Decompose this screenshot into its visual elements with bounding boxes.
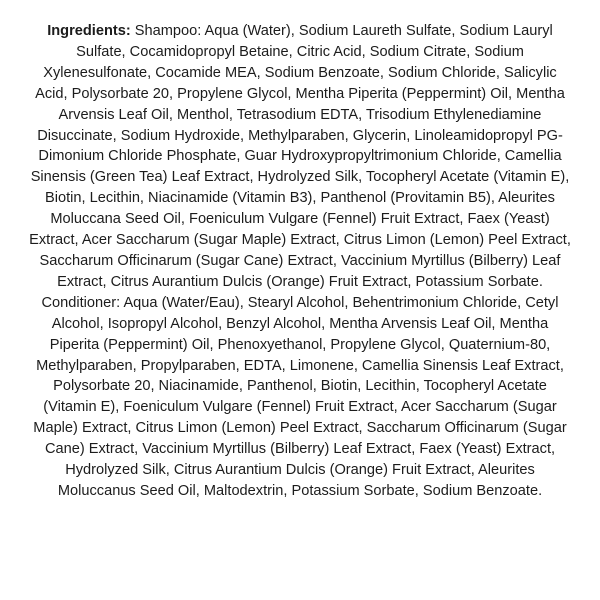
conditioner-paragraph <box>28 293 572 502</box>
shampoo-paragraph <box>28 21 572 293</box>
ingredients-label: Ingredients: <box>47 23 131 39</box>
shampoo-ingredients-text: Shampoo: Aqua (Water), Sodium Laureth Sulfate, Sodium Lauryl Sulfate, Cocamidopropyl Betaine, Citric Acid, Sodium Citrate, Sodium Xylenesulfonate, Cocamide MEA, Sodium Benzoate, Sodium Chloride, Salicylic Acid, Polysorbate 20, Propylene Glycol, Mentha Piperita (Peppermint) Oil, Mentha Arvensis Leaf Oil, Menthol, Tetrasodium EDTA, Trisodium Ethylenediamine Disuccinate, Sodium Hydroxide, Methylparaben, Glycerin, Linoleamidopropyl PG-Dimonium Chloride Phosphate, Guar Hydroxypropyltrimonium Chloride, Camellia Sinensis (Green Tea) Leaf Extract, Hydrolyzed Silk, Tocopheryl Acetate (Vitamin E), Biotin, Lecithin, Niacinamide (Vitamin B3), Panthenol (Provitamin B5), Aleurites Moluccana Seed Oil, Foeniculum Vulgare (Fennel) Fruit Extract, Faex (Yeast) Extract, Acer Saccharum (Sugar Maple) Extract, Citrus Limon (Lemon) Peel Extract, Saccharum Officinarum (Sugar Cane) Extract, Vaccinium Myrtillus (Bilberry) Leaf Extract, Citrus Aurantium Dulcis (Orange) Fruit Extract, Potassium Sorbate. <box>29 23 571 290</box>
conditioner-ingredients-text: Conditioner: Aqua (Water/Eau), Stearyl Alcohol, Behentrimonium Chloride, Cetyl Alcohol, Isopropyl Alcohol, Benzyl Alcohol, Mentha Arvensis Leaf Oil, Mentha Piperita (Peppermint) Oil, Phenoxyethanol, Propylene Glycol, Quaternium-80, Methylparaben, Propylparaben, EDTA, Limonene, Camellia Sinensis Leaf Extract, Polysorbate 20, Niacinamide, Panthenol, Biotin, Lecithin, Tocopheryl Acetate (Vitamin E), Foeniculum Vulgare (Fennel) Fruit Extract, Acer Saccharum (Sugar Maple) Extract, Citrus Limon (Lemon) Peel Extract, Saccharum Officinarum (Sugar Cane) Extract, Vaccinium Myrtillus (Bilberry) Leaf Extract, Faex (Yeast) Extract, Hydrolyzed Silk, Citrus Aurantium Dulcis (Orange) Fruit Extract, Aleurites Moluccanus Seed Oil, Maltodextrin, Potassium Sorbate, Sodium Benzoate. <box>33 294 567 499</box>
ingredients-block <box>28 21 572 502</box>
